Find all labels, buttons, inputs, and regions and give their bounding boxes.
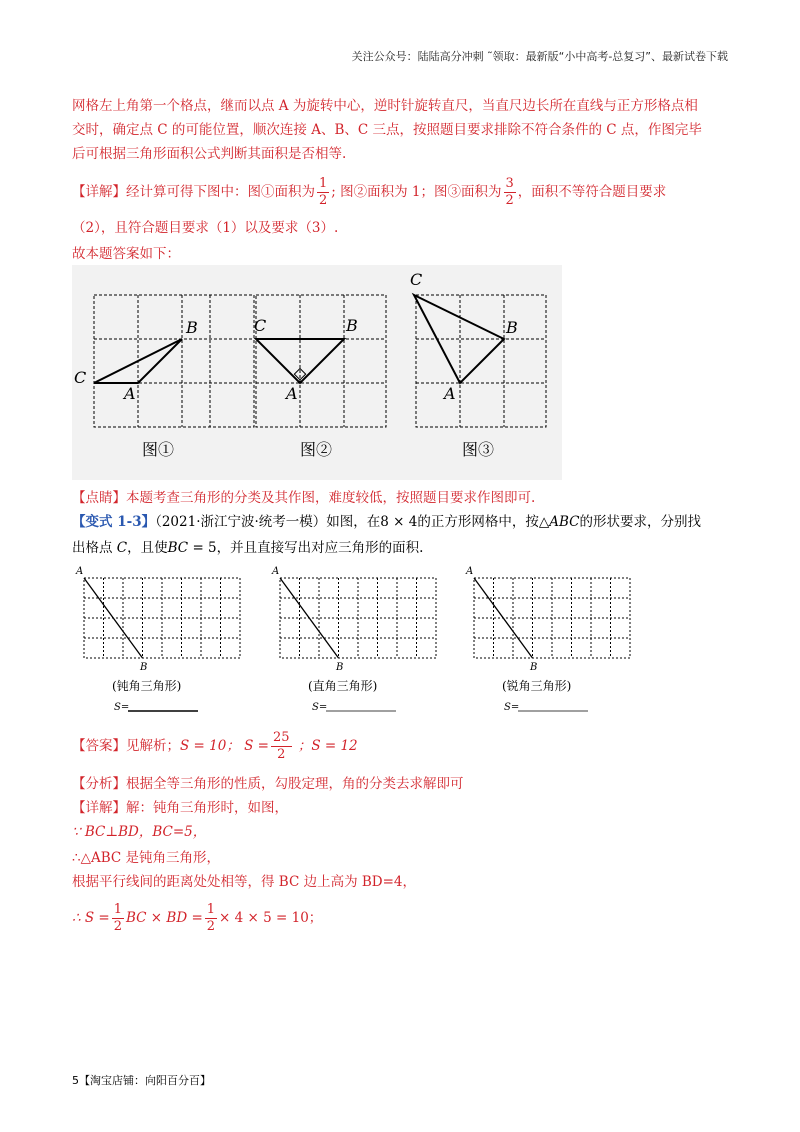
variant-line-1 <box>72 512 701 532</box>
answer-line <box>72 730 358 763</box>
label-c3: C <box>410 270 423 289</box>
label-b1: B <box>186 318 198 337</box>
variant-text: = 5，并且直接写出对应三角形的面积. <box>188 540 424 556</box>
fraction-25-2 <box>271 730 292 763</box>
frac-num: 1 <box>113 902 123 917</box>
label-a-2: A <box>272 566 280 577</box>
fraction-half-b <box>205 902 217 935</box>
analysis-line-2: 交时，确定点 C 的可能位置，顺次连接 A、B、C 三点，按照题目要求排除不符合条件的 C 点，作图完毕 <box>72 122 702 138</box>
frac-den: 2 <box>113 919 123 934</box>
frac-num: 1 <box>319 176 328 191</box>
s-label-3: S= <box>504 702 520 713</box>
answer-s1: S = 10； <box>180 738 240 754</box>
detail2-line-4: 根据平行线间的距离处处相等，得 BC 边上高为 BD=4， <box>72 874 417 890</box>
label-b2: B <box>346 316 358 335</box>
caption-obtuse: (钝角三角形) <box>112 679 182 693</box>
grid-acute <box>474 578 630 658</box>
detail2-line-5 <box>72 900 322 936</box>
caption-acute: (锐角三角形) <box>502 679 572 693</box>
grid-obtuse <box>84 578 240 658</box>
variant-grids-svg <box>72 562 672 722</box>
answer-figures-svg <box>72 265 562 480</box>
detail-line-1 <box>72 176 666 209</box>
fraction-half-a <box>112 902 124 935</box>
detail2-line-1: 【详解】解：钝角三角形时，如图， <box>72 800 288 816</box>
label-a-3: A <box>466 566 474 577</box>
s-label-2: S= <box>312 702 328 713</box>
fenxi-line: 【分析】根据全等三角形的性质，勾股定理，角的分类去求解即可 <box>72 776 464 792</box>
variant-grids <box>72 562 672 722</box>
variant-text: （2021·浙江宁波·统考一模）如图，在 <box>155 514 381 530</box>
variant-text: 的正方形网格中，按 <box>417 514 539 530</box>
variant-text: 的形状要求，分别找 <box>579 514 702 530</box>
label-a3: A <box>444 384 456 403</box>
formula-end: × 4 × 5 = 10； <box>219 910 323 926</box>
detail-line-3: 故本题答案如下： <box>72 246 180 262</box>
label-b-1: B <box>140 662 148 673</box>
variant-tag: 【变式 1-3】 <box>72 514 156 530</box>
frac-num: 1 <box>206 902 216 917</box>
variant-text: ，且使 <box>127 540 168 556</box>
detail-mid: ; 图②面积为 1；图③面积为 <box>331 184 502 200</box>
page-header: 关注公众号：陆陆高分冲刺 ˜领取：最新版“小中高考-总复习”、最新试卷下载 <box>351 50 728 63</box>
s-label-1: S= <box>114 702 130 713</box>
frac-num: 25 <box>272 730 290 745</box>
variant-tri: △ABC <box>538 514 580 530</box>
answer-s2: S = <box>244 738 269 754</box>
fraction-three-half <box>504 176 516 209</box>
formula-s: ∴ S = <box>72 910 110 926</box>
variant-bc: BC <box>167 540 189 556</box>
frac-den: 2 <box>319 193 328 208</box>
detail2-line-2: ∵ BC⊥BD，BC=5， <box>72 824 207 840</box>
detail-suffix: ，面积不等符合题目要求 <box>517 184 667 200</box>
grid-right <box>280 578 436 658</box>
answer-figures <box>72 265 562 480</box>
label-a1: A <box>124 384 136 403</box>
label-a2: A <box>286 384 298 403</box>
label-b3: B <box>506 318 518 337</box>
frac-den: 2 <box>505 193 514 208</box>
frac-den: 2 <box>277 747 286 762</box>
answer-prefix: 【答案】见解析； <box>72 738 180 754</box>
caption-right: (直角三角形) <box>308 679 378 693</box>
label-b-3: B <box>530 662 538 673</box>
label-a-1: A <box>76 566 84 577</box>
caption-figure-1: 图① <box>142 440 175 459</box>
figure-1-grid <box>94 295 254 427</box>
caption-figure-2: 图② <box>300 440 333 459</box>
frac-num: 3 <box>505 176 514 191</box>
answer-s3: ；S = 12 <box>297 738 358 754</box>
detail2-line-3: ∴△ABC 是钝角三角形， <box>72 850 221 866</box>
analysis-line-1: 网格左上角第一个格点，继而以点 A 为旋转中心，逆时针旋转直尺，当直尺边长所在直线与正方形格点相 <box>72 98 698 114</box>
footer-note: 5【淘宝店铺：向阳百分百】 <box>72 1074 211 1087</box>
frac-den: 2 <box>206 919 216 934</box>
fraction-one-half <box>317 176 329 209</box>
variant-text: 出格点 <box>72 540 113 556</box>
label-c1: C <box>74 368 87 387</box>
variant-grid: 8 × 4 <box>380 514 418 530</box>
analysis-line-3: 后可根据三角形面积公式判断其面积是否相等. <box>72 146 347 162</box>
variant-c: C <box>116 540 128 556</box>
caption-figure-3: 图③ <box>462 440 495 459</box>
label-c2: C <box>254 316 267 335</box>
dianjing-line: 【点睛】本题考查三角形的分类及其作图，难度较低，按照题目要求作图即可. <box>72 490 536 506</box>
label-b-2: B <box>336 662 344 673</box>
detail-line-2: （2），且符合题目要求（1）以及要求（3）. <box>72 220 339 236</box>
detail-prefix: 【详解】经计算可得下图中：图①面积为 <box>72 184 315 200</box>
formula-mid: BC × BD = <box>126 910 203 926</box>
variant-line-2 <box>72 538 423 558</box>
